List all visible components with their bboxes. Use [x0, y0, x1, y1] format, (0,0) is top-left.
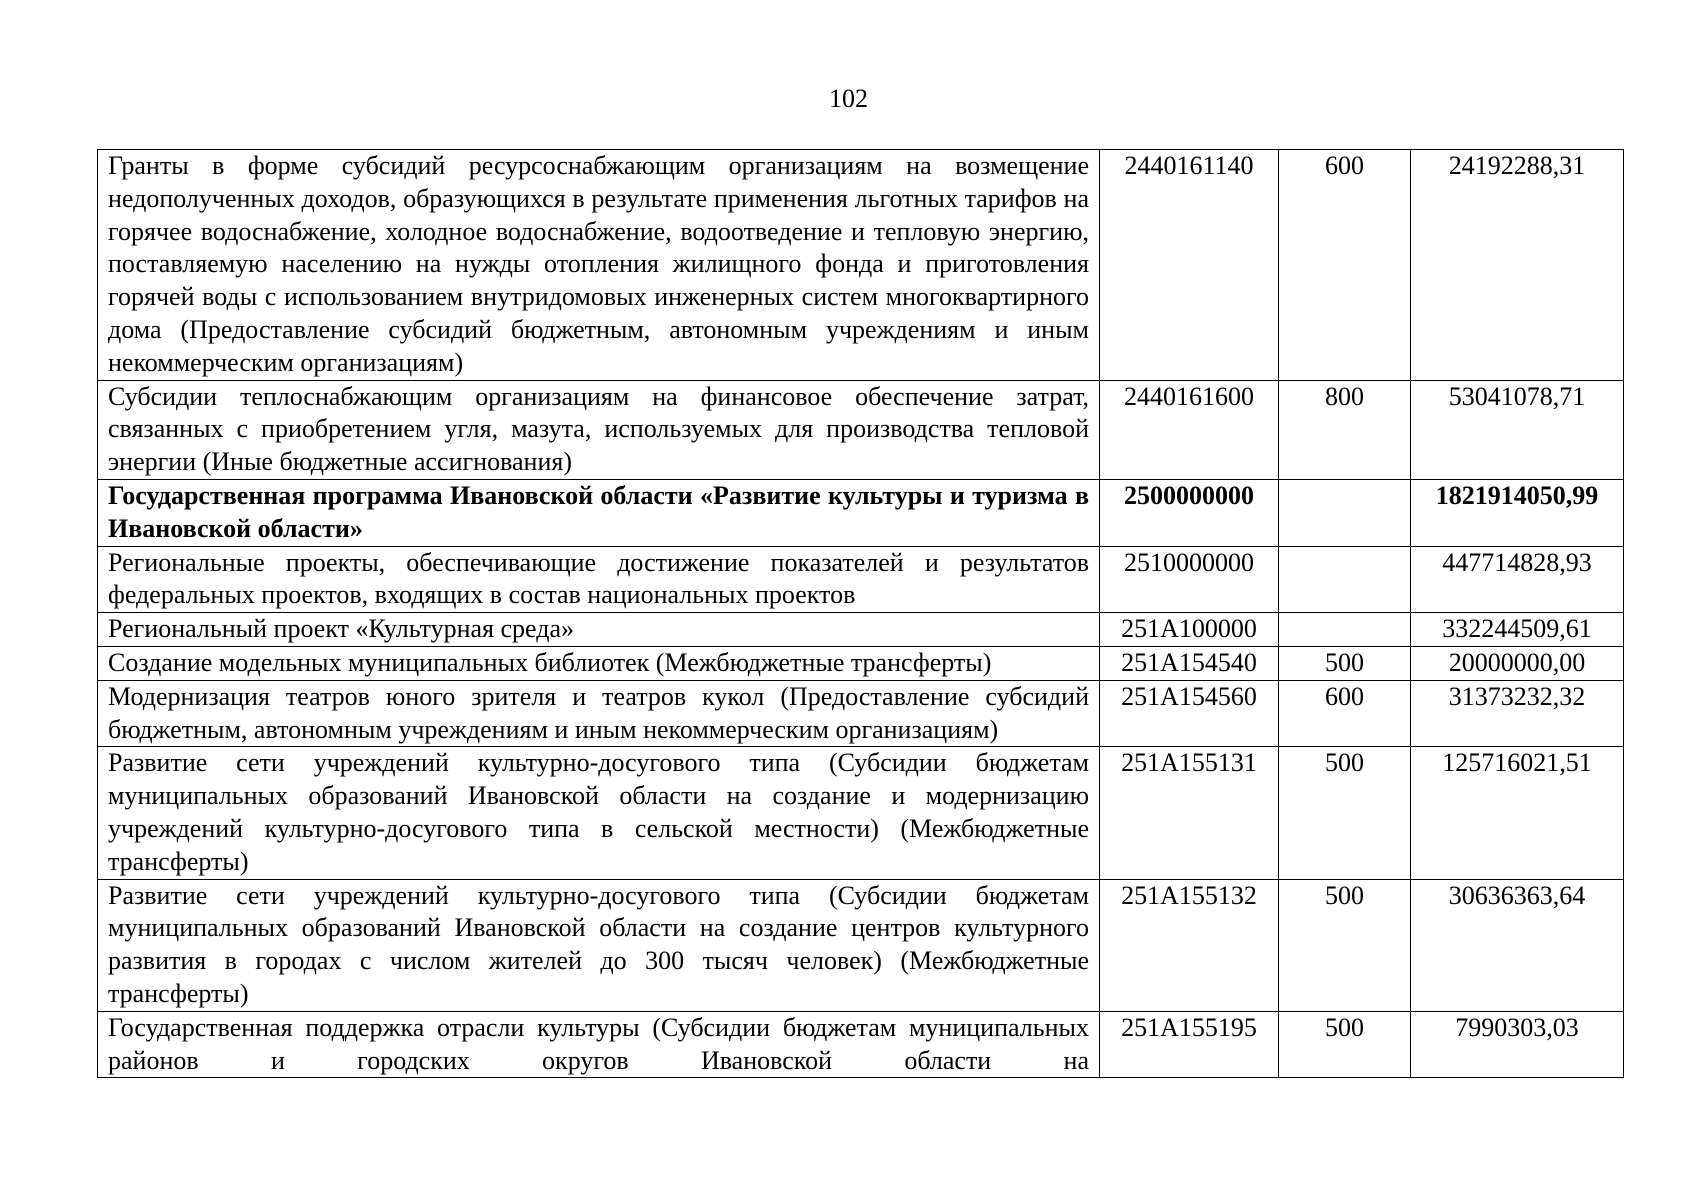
- row-expense-type: 500: [1279, 1011, 1411, 1078]
- row-amount: 447714828,93: [1411, 546, 1624, 613]
- row-code: 251A100000: [1100, 613, 1279, 647]
- row-expense-type: [1279, 613, 1411, 647]
- row-amount: 31373232,32: [1411, 680, 1624, 747]
- row-code: 2500000000: [1100, 479, 1279, 546]
- row-expense-type: 500: [1279, 646, 1411, 680]
- row-code: 2440161140: [1100, 150, 1279, 381]
- table-row: [98, 1011, 1624, 1078]
- row-amount: 7990303,03: [1411, 1011, 1624, 1078]
- table-row: [98, 747, 1624, 879]
- row-expense-type: 800: [1279, 380, 1411, 479]
- row-amount: 332244509,61: [1411, 613, 1624, 647]
- row-expense-type: [1279, 479, 1411, 546]
- table-row-program: [98, 479, 1624, 546]
- row-expense-type: 500: [1279, 879, 1411, 1011]
- row-description: Государственная программа Ивановской области «Развитие культуры и туризма в Ивановской области»: [98, 479, 1100, 546]
- row-description: Субсидии теплоснабжающим организациям на финансовое обеспечение затрат, связанных с приобретением угля, мазута, используемых для производства тепловой энергии (Иные бюджетные ассигнования): [98, 380, 1100, 479]
- row-amount: 125716021,51: [1411, 747, 1624, 879]
- row-description: Развитие сети учреждений культурно-досугового типа (Субсидии бюджетам муниципальных образований Ивановской области на создание и модернизацию учреждений культурно-досугового типа в сельской местности) (Межбюджетные трансферты): [98, 747, 1100, 879]
- row-amount: 20000000,00: [1411, 646, 1624, 680]
- row-code: 2510000000: [1100, 546, 1279, 613]
- row-amount: 30636363,64: [1411, 879, 1624, 1011]
- row-description: Государственная поддержка отрасли культуры (Субсидии бюджетам муниципальных районов и городских округов Ивановской области на: [98, 1011, 1100, 1078]
- row-description: Создание модельных муниципальных библиотек (Межбюджетные трансферты): [98, 646, 1100, 680]
- row-description: Региональные проекты, обеспечивающие достижение показателей и результатов федеральных проектов, входящих в состав национальных проектов: [98, 546, 1100, 613]
- row-description: Развитие сети учреждений культурно-досугового типа (Субсидии бюджетам муниципальных образований Ивановской области на создание центров культурного развития в городах с числом жителей до 300 тысяч человек) (Межбюджетные трансферты): [98, 879, 1100, 1011]
- row-amount: 53041078,71: [1411, 380, 1624, 479]
- row-description: Модернизация театров юного зрителя и театров кукол (Предоставление субсидий бюджетным, автономным учреждениям и иным некоммерческим организациям): [98, 680, 1100, 747]
- table-row: [98, 546, 1624, 613]
- row-code: 251A154560: [1100, 680, 1279, 747]
- row-description: Гранты в форме субсидий ресурсоснабжающим организациям на возмещение недополученных доходов, образующихся в результате применения льготных тарифов на горячее водоснабжение, холодное водоснабжение, водоотведение и тепловую энергию, поставляемую населению на нужды отопления жилищного фонда и приготовления горячей воды с использованием внутридомовых инженерных систем многоквартирного дома (Предоставление субсидий бюджетным, автономным учреждениям и иным некоммерческим организациям): [98, 150, 1100, 381]
- page-number: 102: [829, 84, 868, 113]
- budget-table: [97, 149, 1624, 1078]
- row-expense-type: 500: [1279, 747, 1411, 879]
- table-row: [98, 646, 1624, 680]
- table-row: [98, 680, 1624, 747]
- row-amount: 1821914050,99: [1411, 479, 1624, 546]
- row-code: 251A155195: [1100, 1011, 1279, 1078]
- row-description: Региональный проект «Культурная среда»: [98, 613, 1100, 647]
- row-expense-type: 600: [1279, 150, 1411, 381]
- table-row: [98, 150, 1624, 381]
- table-row: [98, 879, 1624, 1011]
- row-amount: 24192288,31: [1411, 150, 1624, 381]
- table-row: [98, 380, 1624, 479]
- row-code: 251A155132: [1100, 879, 1279, 1011]
- row-code: 2440161600: [1100, 380, 1279, 479]
- table-row: [98, 613, 1624, 647]
- row-code: 251A154540: [1100, 646, 1279, 680]
- row-expense-type: [1279, 546, 1411, 613]
- row-expense-type: 600: [1279, 680, 1411, 747]
- row-code: 251A155131: [1100, 747, 1279, 879]
